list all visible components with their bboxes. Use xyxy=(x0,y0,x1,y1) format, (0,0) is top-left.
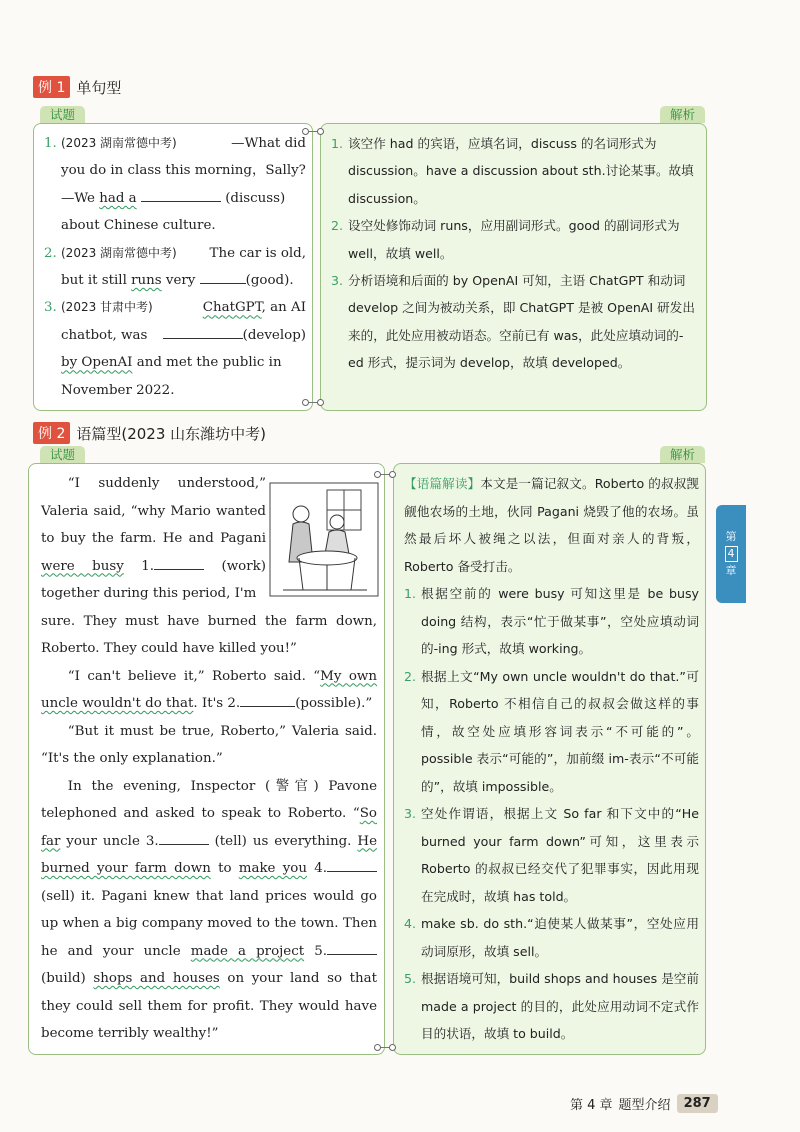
analysis-intro: 【语篇解读】本文是一篇记叙文。Roberto 的叔叔觊觎他农场的土地，伙同 Pagani 烧毁了他的农场。虽然最后坏人被绳之以法，但面对亲人的背叛，Roberto 备受打击。 xyxy=(404,476,699,574)
example-tag: 例 2 xyxy=(33,422,70,444)
tab-analysis: 解析 xyxy=(660,106,705,123)
analysis-item: 1. 根据空前的 were busy 可知这里是 be busy doing 结构，表示“忙于做某事”，空处应填动词的-ing 形式，故填 working。 xyxy=(404,586,699,656)
connector-dot xyxy=(389,1044,396,1051)
tab-analysis: 解析 xyxy=(660,446,705,463)
question-box xyxy=(33,123,313,411)
analysis-item: 3. 空处作谓语，根据上文 So far 和下文中的“He burned your farm down”可知，这里表示 Roberto 的叔叔已经交代了犯罪事实，因此用现在完成时，故填 has told。 xyxy=(404,806,699,904)
question-item: 3. (2023 甘肃中考) ChatGPT, an AI chatbot, was (develop) by OpenAI and met the public in November 2022. xyxy=(44,300,306,398)
analysis-item: 1. 该空作 had 的宾语，应填名词，discuss 的名词形式为 discussion。have a discussion about sth.讨论某事。故填 discussion。 xyxy=(331,136,694,206)
tab-question: 试题 xyxy=(40,446,85,463)
analysis-item: 3. 分析语境和后面的 by OpenAI 可知，主语 ChatGPT 和动词 develop 之间为被动关系，即 ChatGPT 是被 OpenAI 研发出来的，此处应用被动语态。空前已有 was，此处应填动词的-ed 形式，提示词为 develop，故填 developed。 xyxy=(331,273,695,371)
answer-blank-3[interactable] xyxy=(159,830,209,845)
tab-question: 试题 xyxy=(40,106,85,123)
answer-blank-5[interactable] xyxy=(327,940,377,955)
analysis-item: 2. 设空处修饰动词 runs，应用副词形式。good 的副词形式为 well，故填 well。 xyxy=(331,218,680,261)
chapter-side-tab[interactable]: 第 4 章 xyxy=(716,505,746,603)
answer-blank-1[interactable] xyxy=(154,555,204,570)
answer-blank-4[interactable] xyxy=(327,857,377,872)
example-1-header xyxy=(33,76,121,98)
passage-box xyxy=(28,463,385,1055)
example-title: 单句型 xyxy=(76,78,122,97)
example-2-header xyxy=(33,422,266,444)
connector-dot xyxy=(302,399,309,406)
connector-dot xyxy=(374,1044,381,1051)
answer-blank[interactable] xyxy=(141,187,221,202)
answer-blank[interactable] xyxy=(163,324,243,339)
connector-dot xyxy=(302,128,309,135)
page-footer xyxy=(570,1094,718,1113)
example-title: 语篇型(2023 山东潍坊中考) xyxy=(76,424,267,443)
analysis-box xyxy=(320,123,707,411)
question-item: 2. (2023 湖南常德中考) The car is old, but it still runs very (good). xyxy=(44,245,306,289)
answer-blank[interactable] xyxy=(200,269,246,284)
footer-chapter: 第 4 章 xyxy=(570,1098,613,1113)
page-number: 287 xyxy=(677,1094,718,1113)
passage-paragraph-1b: sure. They must have burned the farm down, Roberto. They could have killed you!” xyxy=(41,613,377,656)
analysis-item: 5. 根据语境可知，build shops and houses 是空前 made a project 的目的，此处应用动词不定式作目的状语，故填 to build。 xyxy=(404,971,699,1041)
analysis-item: 2. 根据上文“My own uncle wouldn't do that.”可知，Roberto 不相信自己的叔叔会做这样的事情，故空处应填形容词表示“不可能的”。possible 表示“可能的”，加前缀 im-表示“不可能的”，故填 impossible。 xyxy=(404,668,699,794)
analysis-item: 4. make sb. do sth.“迫使某人做某事”，空处应用动词原形，故填 sell。 xyxy=(404,916,699,959)
passage-paragraph-2: “I can't believe it,” Roberto said. “My own uncle wouldn't do that. It's 2. (possible).” xyxy=(41,668,377,711)
example-tag: 例 1 xyxy=(33,76,70,98)
passage-paragraph-1a: “I suddenly understood,” Valeria said, “why Mario wanted to buy the farm. He and Pagani were busy 1. (work) together during this period, I'm xyxy=(41,476,266,601)
question-item: 1. (2023 湖南常德中考) —What did you do in class this morning，Sally? —We had a (discuss) about Chinese culture. xyxy=(44,136,306,234)
connector-dot xyxy=(317,128,324,135)
connector-dot xyxy=(374,471,381,478)
analysis-box-2 xyxy=(393,463,706,1055)
passage-paragraph-4: In the evening, Inspector (警官) Pavone telephoned and asked to speak to Roberto. “So far your uncle 3. (tell) us everything. He burned your farm down to make you 4. (sell) it. Pagani knew that land prices would go up when a big company moved to the town. Then he and your uncle made a project 5. (build) shops and houses on your land so that they could sell them for profit. They would have become terribly wealthy!” xyxy=(41,778,377,1041)
connector-dot xyxy=(317,399,324,406)
connector-dot xyxy=(389,471,396,478)
answer-blank-2[interactable] xyxy=(240,692,295,707)
passage-paragraph-3: “But it must be true, Roberto,” Valeria said. “It's the only explanation.” xyxy=(41,723,377,766)
footer-title: 题型介绍 xyxy=(618,1098,671,1113)
